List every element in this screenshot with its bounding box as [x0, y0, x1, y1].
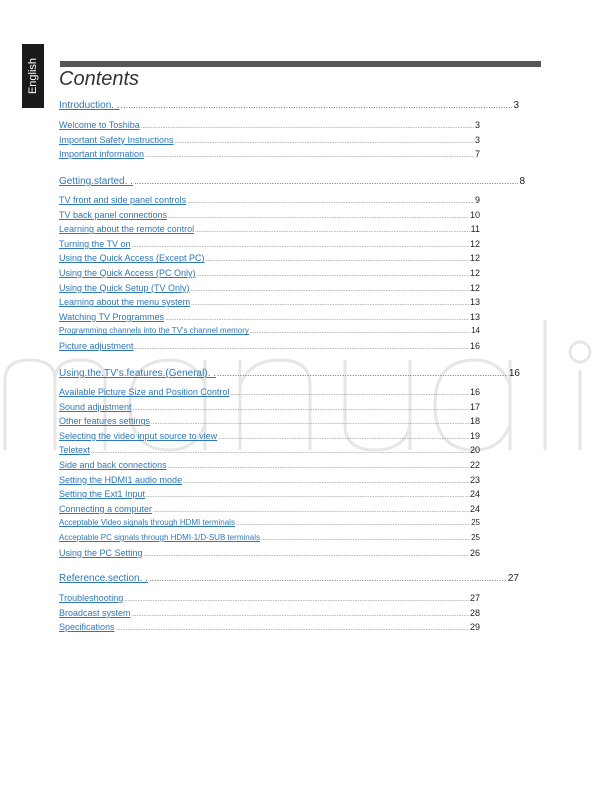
toc-item-label[interactable]: Specifications [59, 622, 115, 633]
toc-item[interactable] [59, 504, 480, 514]
toc-item[interactable] [59, 489, 480, 499]
toc-item-label[interactable]: Setting the HDMI1 audio mode [59, 474, 183, 485]
toc-item[interactable] [59, 283, 480, 293]
toc-leader-dots [116, 626, 469, 632]
toc-section-page: 27 [507, 573, 519, 584]
toc-leader-dots [168, 464, 469, 470]
toc-leader-dots [206, 257, 469, 263]
toc-leader-dots [144, 552, 469, 558]
toc-item-page: 11 [470, 224, 480, 235]
toc-item-page: 10 [469, 209, 480, 220]
toc-item-page: 9 [474, 195, 480, 205]
toc-leader-dots [132, 612, 469, 618]
toc-item-page: 13 [469, 297, 480, 308]
toc-leader-dots [153, 508, 469, 514]
toc-leader-dots [149, 573, 507, 583]
toc-leader-dots [217, 368, 508, 378]
toc-item-page: 17 [469, 401, 480, 412]
toc-section-page: 3 [513, 100, 519, 111]
toc-item-page: 12 [469, 282, 480, 293]
toc-item-label[interactable]: Other features settings [59, 416, 151, 427]
toc-item[interactable] [59, 593, 480, 603]
toc-item[interactable] [59, 518, 480, 527]
language-tab [22, 44, 44, 108]
toc-item-page: 3 [474, 120, 480, 130]
toc-item-page: 25 [471, 518, 480, 528]
toc-item-page: 23 [469, 474, 480, 485]
toc-item-page: 18 [469, 416, 480, 427]
toc-item-label[interactable]: TV back panel connections [59, 209, 168, 220]
toc-item[interactable] [59, 268, 480, 278]
toc-item-label[interactable]: Important Safety Instructions [59, 134, 174, 145]
toc-leader-dots [124, 597, 469, 603]
toc-item-page: 12 [469, 238, 480, 249]
toc-leader-dots [191, 301, 469, 307]
toc-leader-dots [133, 406, 469, 412]
toc-leader-dots [191, 287, 469, 293]
toc-section[interactable] [59, 176, 525, 187]
toc-section[interactable] [59, 573, 519, 584]
toc-leader-dots [165, 316, 469, 322]
toc-item-page: 24 [469, 503, 480, 514]
toc-item[interactable] [59, 149, 480, 159]
toc-item-page: 27 [469, 593, 480, 603]
toc-item-page: 16 [469, 387, 480, 397]
toc-item-label[interactable]: Selecting the video input source to view [59, 430, 218, 441]
toc-item[interactable] [59, 210, 480, 220]
toc-item[interactable] [59, 312, 480, 322]
toc-item[interactable] [59, 475, 480, 485]
toc-item-label[interactable]: Acceptable PC signals through HDMI-1/D-SUB terminals [59, 533, 260, 542]
toc-section-page: 16 [508, 368, 520, 379]
toc-leader-dots [91, 449, 469, 455]
toc-item-page: 12 [469, 268, 480, 278]
toc-leader-dots [132, 243, 469, 249]
toc-leader-dots [218, 435, 469, 441]
toc-leader-dots [175, 139, 474, 145]
toc-item-label[interactable]: Side and back connections [59, 460, 167, 470]
toc-leader-dots [195, 228, 470, 234]
toc-item[interactable] [59, 416, 480, 426]
toc-item[interactable] [59, 135, 480, 145]
toc-item[interactable] [59, 120, 480, 130]
toc-leader-dots [146, 493, 469, 499]
toc-item-label[interactable]: Troubleshooting [59, 593, 124, 603]
toc-item[interactable] [59, 387, 480, 397]
toc-item-label[interactable]: Turning the TV on [59, 238, 131, 249]
toc-section[interactable] [59, 368, 520, 379]
toc-item-page: 13 [469, 311, 480, 322]
toc-leader-dots [197, 272, 469, 278]
toc-leader-dots [250, 329, 470, 335]
toc-item-label[interactable]: Watching TV Programmes [59, 311, 165, 322]
language-tab-label: English [27, 57, 39, 95]
toc-item[interactable] [59, 326, 480, 335]
toc-leader-dots [168, 214, 469, 220]
toc-item-label[interactable]: Important information [59, 149, 145, 160]
toc-item[interactable] [59, 460, 480, 470]
toc-leader-dots [141, 124, 474, 130]
toc-leader-dots [121, 100, 513, 110]
header-rule [60, 61, 541, 67]
toc-item[interactable] [59, 341, 480, 351]
toc-item-label[interactable]: Welcome to Toshiba [59, 120, 140, 130]
toc-item[interactable] [59, 431, 480, 441]
toc-item-page: 20 [469, 445, 480, 456]
toc-item-page: 3 [474, 134, 480, 145]
toc-item[interactable] [59, 253, 480, 263]
toc-leader-dots [151, 420, 469, 426]
toc-item-page: 28 [469, 607, 480, 618]
toc-section-label[interactable]: Using.the.TV's.features.(General). . [59, 368, 216, 379]
toc-item-label[interactable]: Broadcast system [59, 607, 131, 618]
toc-item-label[interactable]: Using the PC Setting [59, 547, 143, 558]
toc-item-page: 16 [469, 341, 480, 351]
toc-item-label[interactable]: Programming channels into the TV's channel memory [59, 326, 249, 336]
toc-leader-dots [187, 199, 474, 205]
toc-item-label[interactable]: Setting the Ext1 Input [59, 489, 146, 500]
toc-item-label[interactable]: Using the Quick Access (Except PC) [59, 253, 205, 264]
toc-section-label[interactable]: Introduction. . [59, 100, 120, 111]
toc-item-page: 29 [469, 622, 480, 633]
toc-item-page: 22 [469, 460, 480, 470]
toc-section[interactable] [59, 100, 519, 111]
toc-item-page: 24 [469, 489, 480, 500]
toc-item-page: 25 [471, 533, 480, 542]
toc-item-page: 26 [469, 547, 480, 558]
page-title: Contents [59, 68, 140, 90]
toc-item-label[interactable]: Teletext [59, 445, 91, 456]
toc-leader-dots [145, 153, 474, 159]
toc-item-label[interactable]: Picture adjustment [59, 341, 134, 351]
toc-item-page: 12 [469, 253, 480, 264]
toc-leader-dots [183, 479, 469, 485]
toc-item-label[interactable]: Learning about the remote control [59, 224, 195, 235]
toc-item[interactable] [59, 239, 480, 249]
toc-item[interactable] [59, 224, 480, 234]
toc-item[interactable] [59, 622, 480, 632]
toc-item-page: 19 [469, 430, 480, 441]
toc-item-page: 14 [471, 326, 480, 336]
toc-item[interactable] [59, 533, 480, 542]
toc-leader-dots [261, 536, 470, 542]
toc-leader-dots [236, 521, 470, 527]
toc-item-label[interactable]: Available Picture Size and Position Control [59, 387, 230, 397]
toc-section-label[interactable]: Reference.section. . [59, 573, 148, 584]
toc-item-label[interactable]: Using the Quick Setup (TV Only) [59, 282, 190, 293]
toc-item[interactable] [59, 297, 480, 307]
toc-item-label[interactable]: Sound adjustment [59, 401, 132, 412]
toc-item-label[interactable]: Connecting a computer [59, 503, 153, 514]
toc-item[interactable] [59, 402, 480, 412]
toc-item[interactable] [59, 445, 480, 455]
toc-leader-dots [135, 345, 469, 351]
toc-leader-dots [134, 176, 519, 186]
toc-item[interactable] [59, 608, 480, 618]
toc-item[interactable] [59, 548, 480, 558]
toc-leader-dots [230, 391, 469, 397]
toc-item-label[interactable]: TV front and side panel controls [59, 195, 187, 205]
toc-item-label[interactable]: Using the Quick Access (PC Only) [59, 268, 196, 278]
toc-item-page: 7 [474, 149, 480, 160]
toc-section-page: 8 [519, 176, 525, 187]
toc-item-label[interactable]: Learning about the menu system [59, 297, 191, 308]
toc-item[interactable] [59, 195, 480, 205]
toc-item-label[interactable]: Acceptable Video signals through HDMI terminals [59, 518, 235, 528]
toc-section-label[interactable]: Getting.started. . [59, 176, 133, 187]
